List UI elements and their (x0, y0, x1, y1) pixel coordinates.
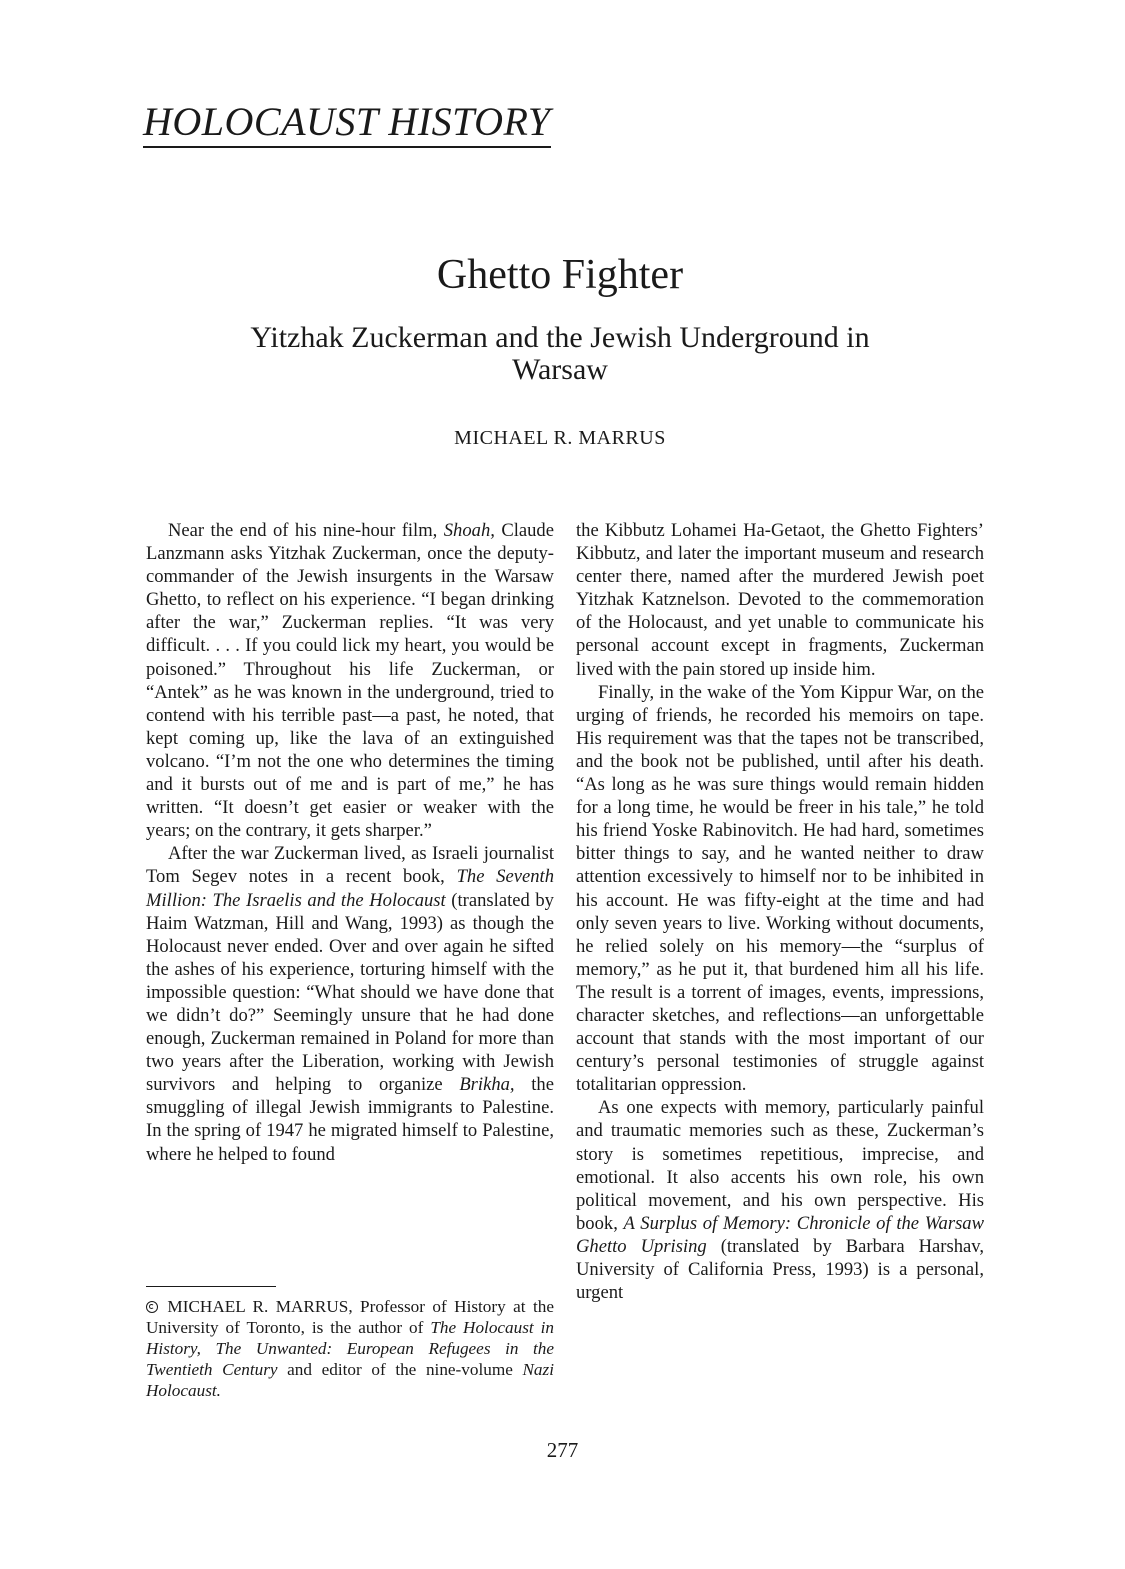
paragraph: Finally, in the wake of the Yom Kippur War, on the urging of friends, he recorded his memoirs on tape. His requirement was that the tapes not be transcribed, and the book not be published, until after his death. “As long as he was sure things would remain hidden for a long time, he would be freer in his tale,” he told his friend Yoske Rabinovitch. He had hard, sometimes bitter things to say, and he wanted neither to draw attention excessively to himself nor to be inhibited in his account. He was fifty-eight at the time and had only seven years to live. Working without documents, he relied solely on his memory—the “surplus of memory,” as he put it, that burdened him all his life. The result is a torrent of images, events, impressions, character sketches, and reflections—an unforgettable account that stands with the most important of our century’s personal testimonies of struggle against totalitarian oppression. (576, 681, 984, 1096)
text-span: the smuggling of illegal Jewish immigrants to Palestine. In the spring of 1947 he migrated himself to Palestine, where he helped to found (146, 1074, 554, 1165)
book-title: The Seventh Million: The Israelis and the Holocaust (146, 866, 554, 911)
right-column (576, 519, 984, 1304)
text-span: and editor of the nine-volume (277, 1360, 523, 1379)
section-title: HOLOCAUST HISTORY (143, 102, 551, 148)
text-span: (translated by Haim Watzman, Hill and Wang, 1993) as though the Holocaust never ended. Over and over again he sifted the ashes of his experience, torturing himself with the impossible question: “What should we have done that we didn’t do?” Seemingly unsure that he had done enough, Zuckerman remained in Poland for more than two years after the Liberation, working with Jewish survivors and helping to organize (146, 889, 554, 1096)
left-column (146, 519, 554, 1166)
text-span: Claude Lanzmann asks Yitzhak Zuckerman, once the deputy-commander of the Jewish insurgents in the Warsaw Ghetto, to reflect on his experience. “I began drinking after the war,” Zuckerman replies. “It was very difficult. . . . If you could lick my heart, you would be poisoned.” Throughout his life Zuckerman, or “Antek” as he was known in the underground, tried to contend with his terrible past—a past, he noted, that kept coming up, like the lava of an extinguished volcano. “I’m not the one who determines the timing and it bursts out of me and is part of me,” he has written. “It doesn’t get easier or weaker with the years; on the contrary, it gets sharper.” (146, 520, 554, 842)
paragraph (146, 519, 554, 842)
text-span: As one expects with memory, particularly painful and traumatic memories such as these, Zuckerman’s story is sometimes repetitious, imprecise, and emotional. It also accents his own role, his own political movement, and his own perspective. His book, (576, 1097, 984, 1234)
paragraph: the Kibbutz Lohamei Ha-Getaot, the Ghetto Fighters’ Kibbutz, and later the important museum and research center there, named after the murdered Jewish poet Yitzhak Katznelson. Devoted to the commemoration of the Holocaust, and yet unable to communicate his personal account except in fragments, Zuckerman lived with the pain stored up inside him. (576, 520, 984, 680)
book-title: Nazi Holocaust. (146, 1360, 554, 1400)
copyright-icon (146, 1301, 158, 1313)
paragraph (146, 842, 554, 1165)
paragraph (576, 1096, 984, 1304)
italic-term: Brikha, (459, 1074, 515, 1096)
author-byline: MICHAEL R. MARRUS (454, 427, 666, 449)
book-titles: The Holocaust in History, The Unwanted: European Refugees in the Twentieth Century (146, 1318, 554, 1379)
text-span: After the war Zuckerman lived, as Israeli journalist Tom Segev notes in a recent book, (146, 843, 554, 888)
film-title: Shoah, (443, 520, 495, 541)
text-span: (translated by Barbara Harshav, University of California Press, 1993) is a personal, urgent (576, 1235, 984, 1304)
page-number: 277 (546, 1438, 579, 1462)
article-subtitle: Yitzhak Zuckerman and the Jewish Underground in Warsaw (250, 321, 870, 386)
footnote-rule (146, 1286, 276, 1287)
article-title: Ghetto Fighter (436, 252, 684, 298)
text-span: Near the end of his nine-hour film, (168, 520, 444, 541)
book-title: A Surplus of Memory: Chronicle of the Warsaw Ghetto Uprising (576, 1212, 985, 1257)
author-footnote (146, 1296, 554, 1401)
text-span: MICHAEL R. MARRUS, Professor of History at the University of Toronto, is the author of (146, 1297, 554, 1337)
